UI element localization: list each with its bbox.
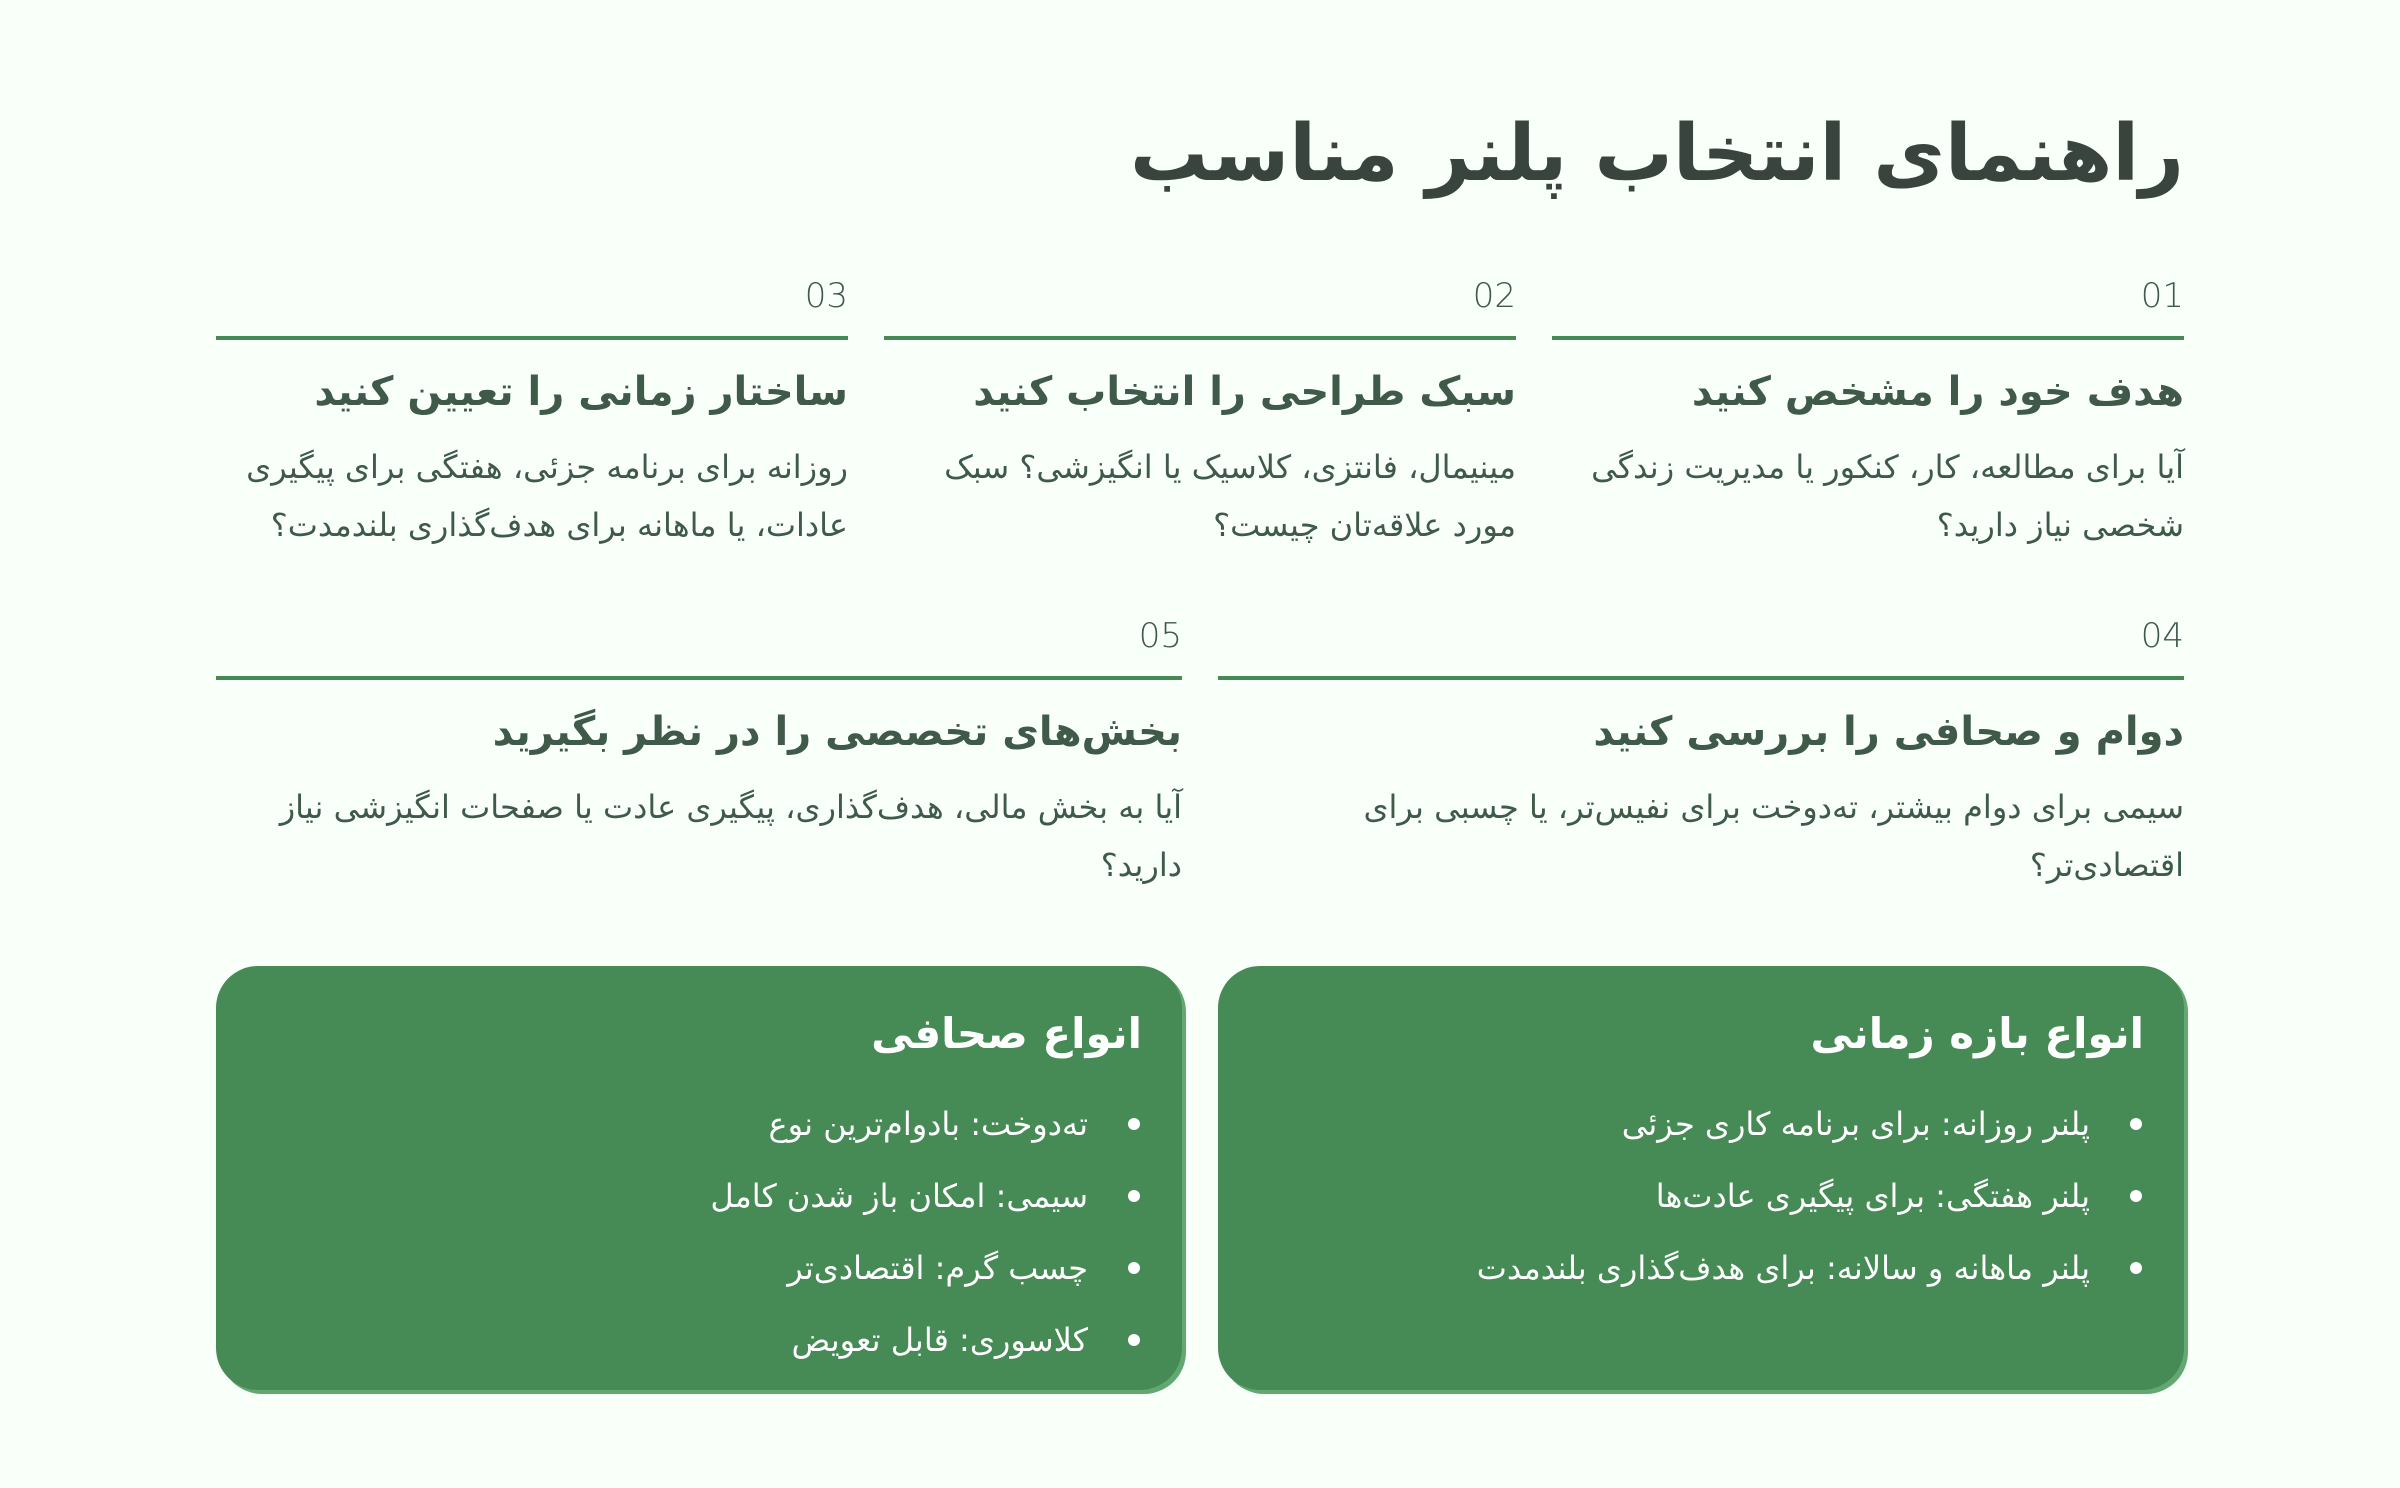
step-description: آیا به بخش مالی، هدف‌گذاری، پیگیری عادت یا صفحات انگیزشی نیاز دارید؟ bbox=[279, 788, 1182, 884]
panel-title: انواع بازه زمانی bbox=[1810, 1009, 2144, 1058]
bullet-icon bbox=[1128, 1262, 1140, 1274]
step-divider bbox=[884, 336, 1516, 340]
bullet-icon bbox=[1128, 1190, 1140, 1202]
step-title: بخش‌های تخصصی را در نظر بگیرید bbox=[492, 709, 1182, 755]
step-description: سیمی برای دوام بیشتر، ته‌دوخت برای نفیس‌تر، یا چسبی برای اقتصادی‌تر؟ bbox=[1363, 788, 2184, 884]
panel-title: انواع صحافی bbox=[871, 1009, 1142, 1058]
step-divider bbox=[216, 336, 848, 340]
step-number: 03 bbox=[804, 276, 848, 316]
step-description: آیا برای مطالعه، کار، کنکور یا مدیریت زندگی شخصی نیاز دارید؟ bbox=[1591, 448, 2184, 544]
step-title: دوام و صحافی را بررسی کنید bbox=[1593, 709, 2184, 755]
step-divider bbox=[216, 676, 1182, 680]
step-card-04 bbox=[1218, 610, 2184, 894]
step-title: سبک طراحی را انتخاب کنید bbox=[973, 369, 1516, 415]
binding-list bbox=[256, 1088, 1142, 1376]
list-item-text: کلاسوری: قابل تعویض bbox=[791, 1321, 1088, 1359]
step-title: ساختار زمانی را تعیین کنید bbox=[314, 369, 848, 415]
list-item-text: سیمی: امکان باز شدن کامل bbox=[710, 1177, 1088, 1215]
step-card-01 bbox=[1552, 270, 2184, 554]
step-description: مینیمال، فانتزی، کلاسیک یا انگیزشی؟ سبک مورد علاقه‌تان چیست؟ bbox=[944, 448, 1516, 544]
list-item bbox=[1258, 1232, 2144, 1304]
list-item-text: چسب گرم: اقتصادی‌تر bbox=[787, 1249, 1088, 1287]
bullet-icon bbox=[1128, 1334, 1140, 1346]
bullet-icon bbox=[2130, 1262, 2142, 1274]
list-item bbox=[1258, 1160, 2144, 1232]
list-item bbox=[256, 1160, 1142, 1232]
bullet-icon bbox=[2130, 1190, 2142, 1202]
time-range-types-panel bbox=[1218, 966, 2184, 1390]
binding-types-panel bbox=[216, 966, 1182, 1390]
step-card-02 bbox=[884, 270, 1516, 554]
step-card-05 bbox=[216, 610, 1182, 894]
list-item-text: ته‌دوخت: بادوام‌ترین نوع bbox=[768, 1105, 1088, 1143]
step-divider bbox=[1218, 676, 2184, 680]
bullet-icon bbox=[1128, 1118, 1140, 1130]
list-item bbox=[256, 1232, 1142, 1304]
bullet-icon bbox=[2130, 1118, 2142, 1130]
step-title: هدف خود را مشخص کنید bbox=[1691, 369, 2184, 415]
step-divider bbox=[1552, 336, 2184, 340]
step-description: روزانه برای برنامه جزئی، هفتگی برای پیگیری عادات، یا ماهانه برای هدف‌گذاری بلندمدت؟ bbox=[246, 448, 848, 544]
step-number: 04 bbox=[2140, 616, 2184, 656]
list-item-text: پلنر روزانه: برای برنامه کاری جزئی bbox=[1621, 1105, 2090, 1143]
list-item bbox=[256, 1304, 1142, 1376]
step-number: 05 bbox=[1138, 616, 1182, 656]
list-item bbox=[256, 1088, 1142, 1160]
list-item bbox=[1258, 1088, 2144, 1160]
time-range-list bbox=[1258, 1088, 2144, 1304]
step-number: 01 bbox=[2140, 276, 2184, 316]
page-title: راهنمای انتخاب پلنر مناسب bbox=[1129, 109, 2184, 199]
planner-guide-page bbox=[216, 0, 2184, 1488]
list-item-text: پلنر ماهانه و سالانه: برای هدف‌گذاری بلندمدت bbox=[1476, 1249, 2090, 1287]
list-item-text: پلنر هفتگی: برای پیگیری عادت‌ها bbox=[1655, 1177, 2090, 1215]
step-card-03 bbox=[216, 270, 848, 554]
step-number: 02 bbox=[1472, 276, 1516, 316]
